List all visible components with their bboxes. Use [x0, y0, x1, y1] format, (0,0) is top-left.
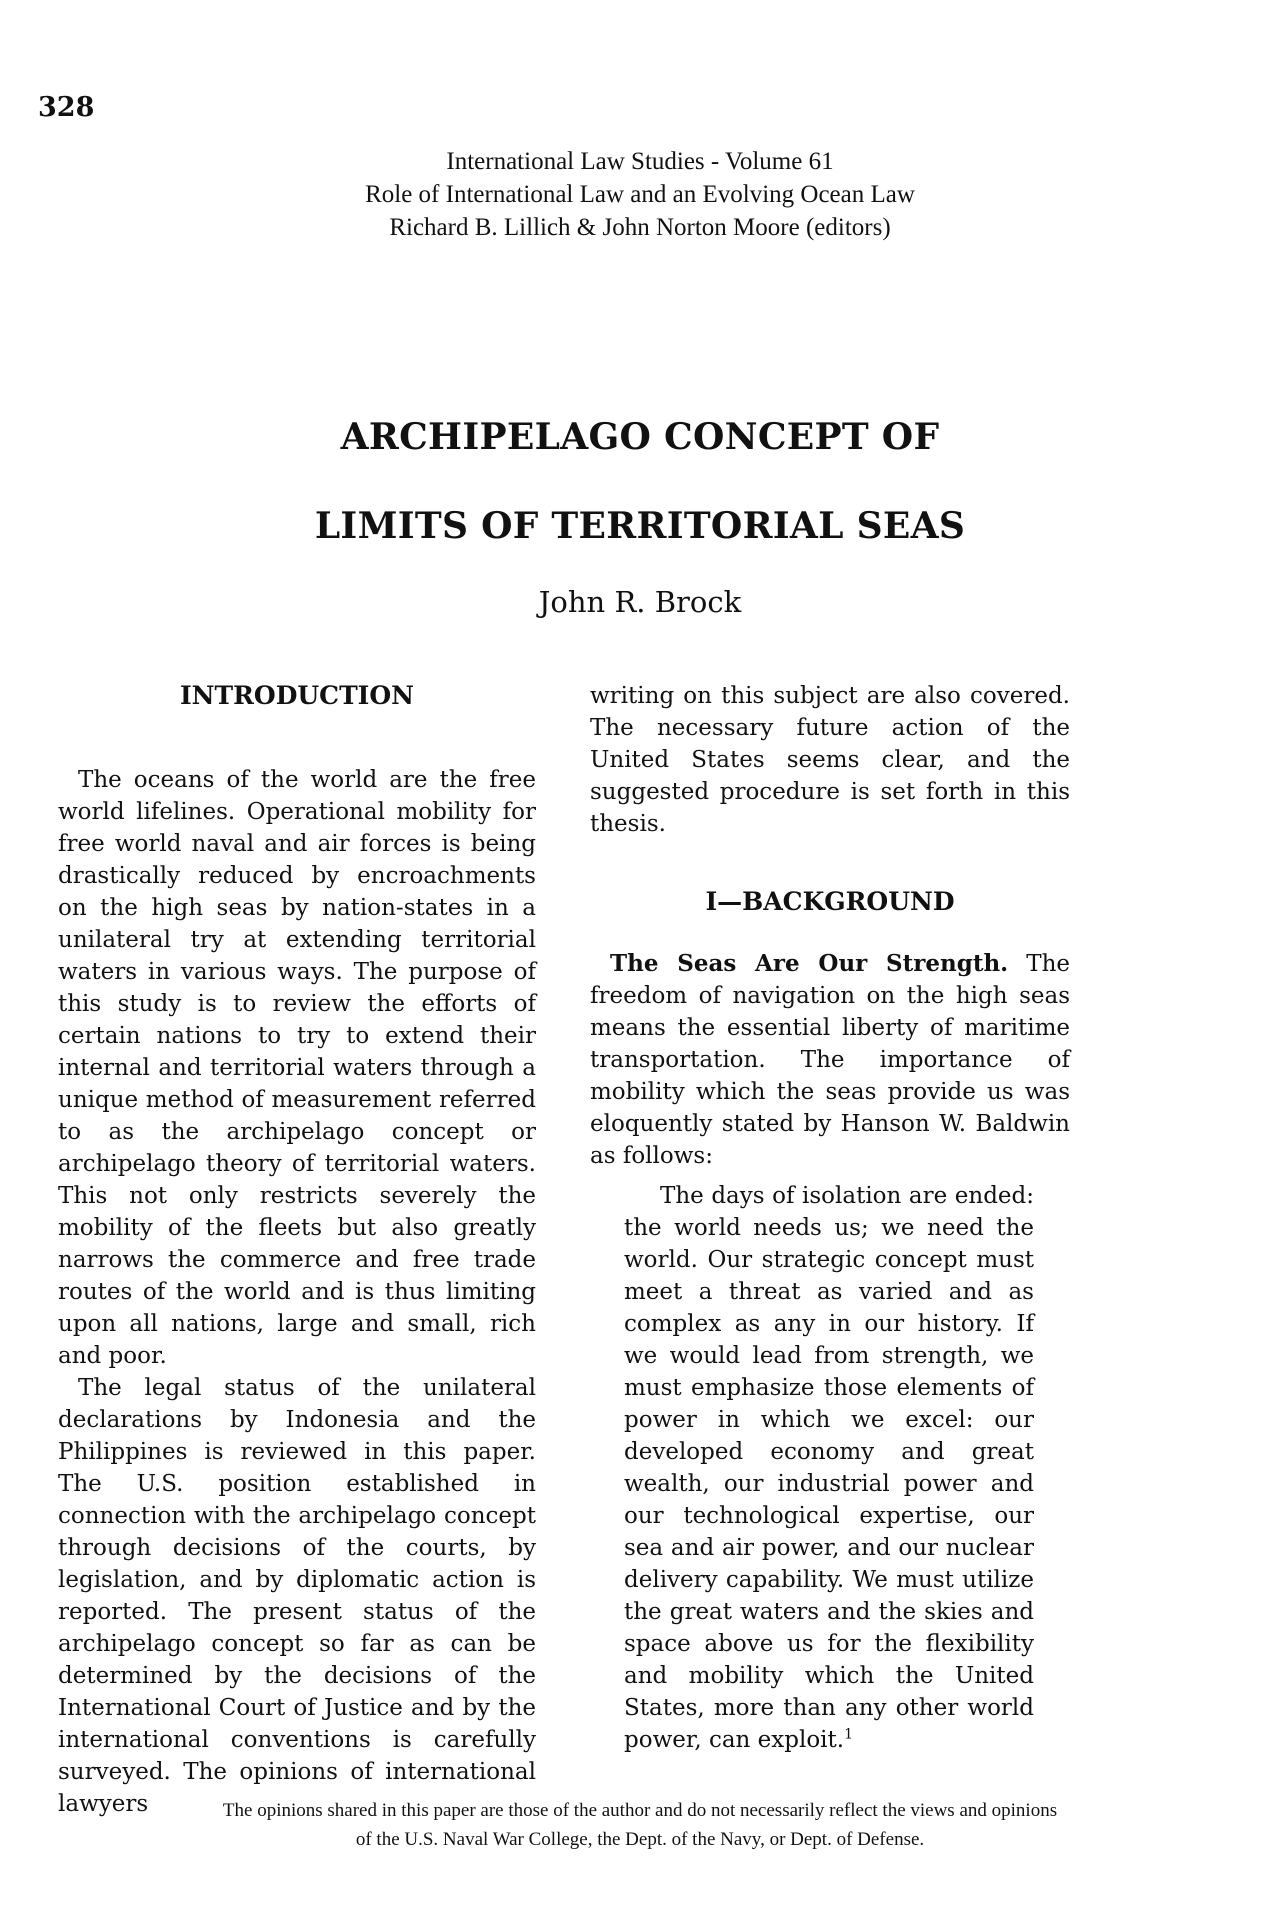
introduction-heading: INTRODUCTION — [179, 681, 414, 710]
background-paragraph — [590, 948, 1070, 1172]
disclaimer-footer — [60, 1796, 1220, 1854]
series-line-editors: Richard B. Lillich & John Norton Moore (editors) — [389, 214, 891, 241]
page-number: 328 — [38, 92, 95, 123]
footnote-reference: 1 — [844, 1726, 854, 1743]
author-name: John R. Brock — [538, 585, 742, 619]
background-paragraph-text: The freedom of navigation on the high seas means the essential liberty of maritime transportation. The importance of mobility which the seas provide us was eloquently stated by Hanson W. Baldwin as follows: — [590, 951, 1070, 1169]
series-header — [0, 145, 1280, 244]
article-title-line-1: ARCHIPELAGO CONCEPT OF — [340, 416, 940, 458]
block-quote — [624, 1180, 1034, 1756]
introduction-paragraph-1: The oceans of the world are the free world lifelines. Operational mobility for free world naval and air forces is being drastically reduced by encroachments on the high seas by nation-states in a unilateral try at extending territorial waters in various ways. The purpose of this study is to review the efforts of certain nations to try to extend their internal and territorial waters through a unique method of measurement referred to as the archipelago concept or archipelago theory of territorial waters. This not only restricts severely the mobility of the fleets but also greatly narrows the commerce and free trade routes of the world and is thus limiting upon all nations, large and small, rich and poor. — [58, 767, 536, 1369]
disclaimer-line-1: The opinions shared in this paper are those of the author and do not necessarily reflect the views and opinions — [222, 1800, 1058, 1821]
right-column — [590, 680, 1070, 1756]
series-line-volume: International Law Studies - Volume 61 — [446, 148, 834, 175]
run-in-heading: The Seas Are Our Strength. — [610, 950, 1009, 977]
introduction-continuation: writing on this subject are also covered. The necessary future action of the United States seems clear, and the suggested procedure is set forth in this thesis. — [590, 683, 1070, 837]
disclaimer-line-2: of the U.S. Naval War College, the Dept. of the Navy, or Dept. of Defense. — [355, 1829, 925, 1850]
left-column — [58, 680, 536, 1820]
article-title-line-2: LIMITS OF TERRITORIAL SEAS — [314, 505, 966, 547]
introduction-paragraph-2: The legal status of the unilateral declarations by Indonesia and the Philippines is reviewed in this paper. The U.S. position established in connection with the archipelago concept through decisions of the courts, by legislation, and by diplomatic action is reported. The present status of the archipelago concept so far as can be determined by the decisions of the International Court of Justice and by the international conventions is carefully surveyed. The opinions of international lawyers — [58, 1375, 536, 1817]
block-quote-text: The days of isolation are ended: the world needs us; we need the world. Our strategic concept must meet a threat as varied and as complex as any in our history. If we would lead from strength, we must emphasize those elements of power in which we excel: our developed economy and great wealth, our industrial power and our technological expertise, our sea and air power, and our nuclear delivery capability. We must utilize the great waters and the skies and space above us for the flexibility and mobility which the United States, more than any other world power, can exploit. — [624, 1183, 1034, 1753]
series-line-book-title: Role of International Law and an Evolving Ocean Law — [365, 181, 915, 208]
background-heading: I—BACKGROUND — [705, 887, 955, 916]
